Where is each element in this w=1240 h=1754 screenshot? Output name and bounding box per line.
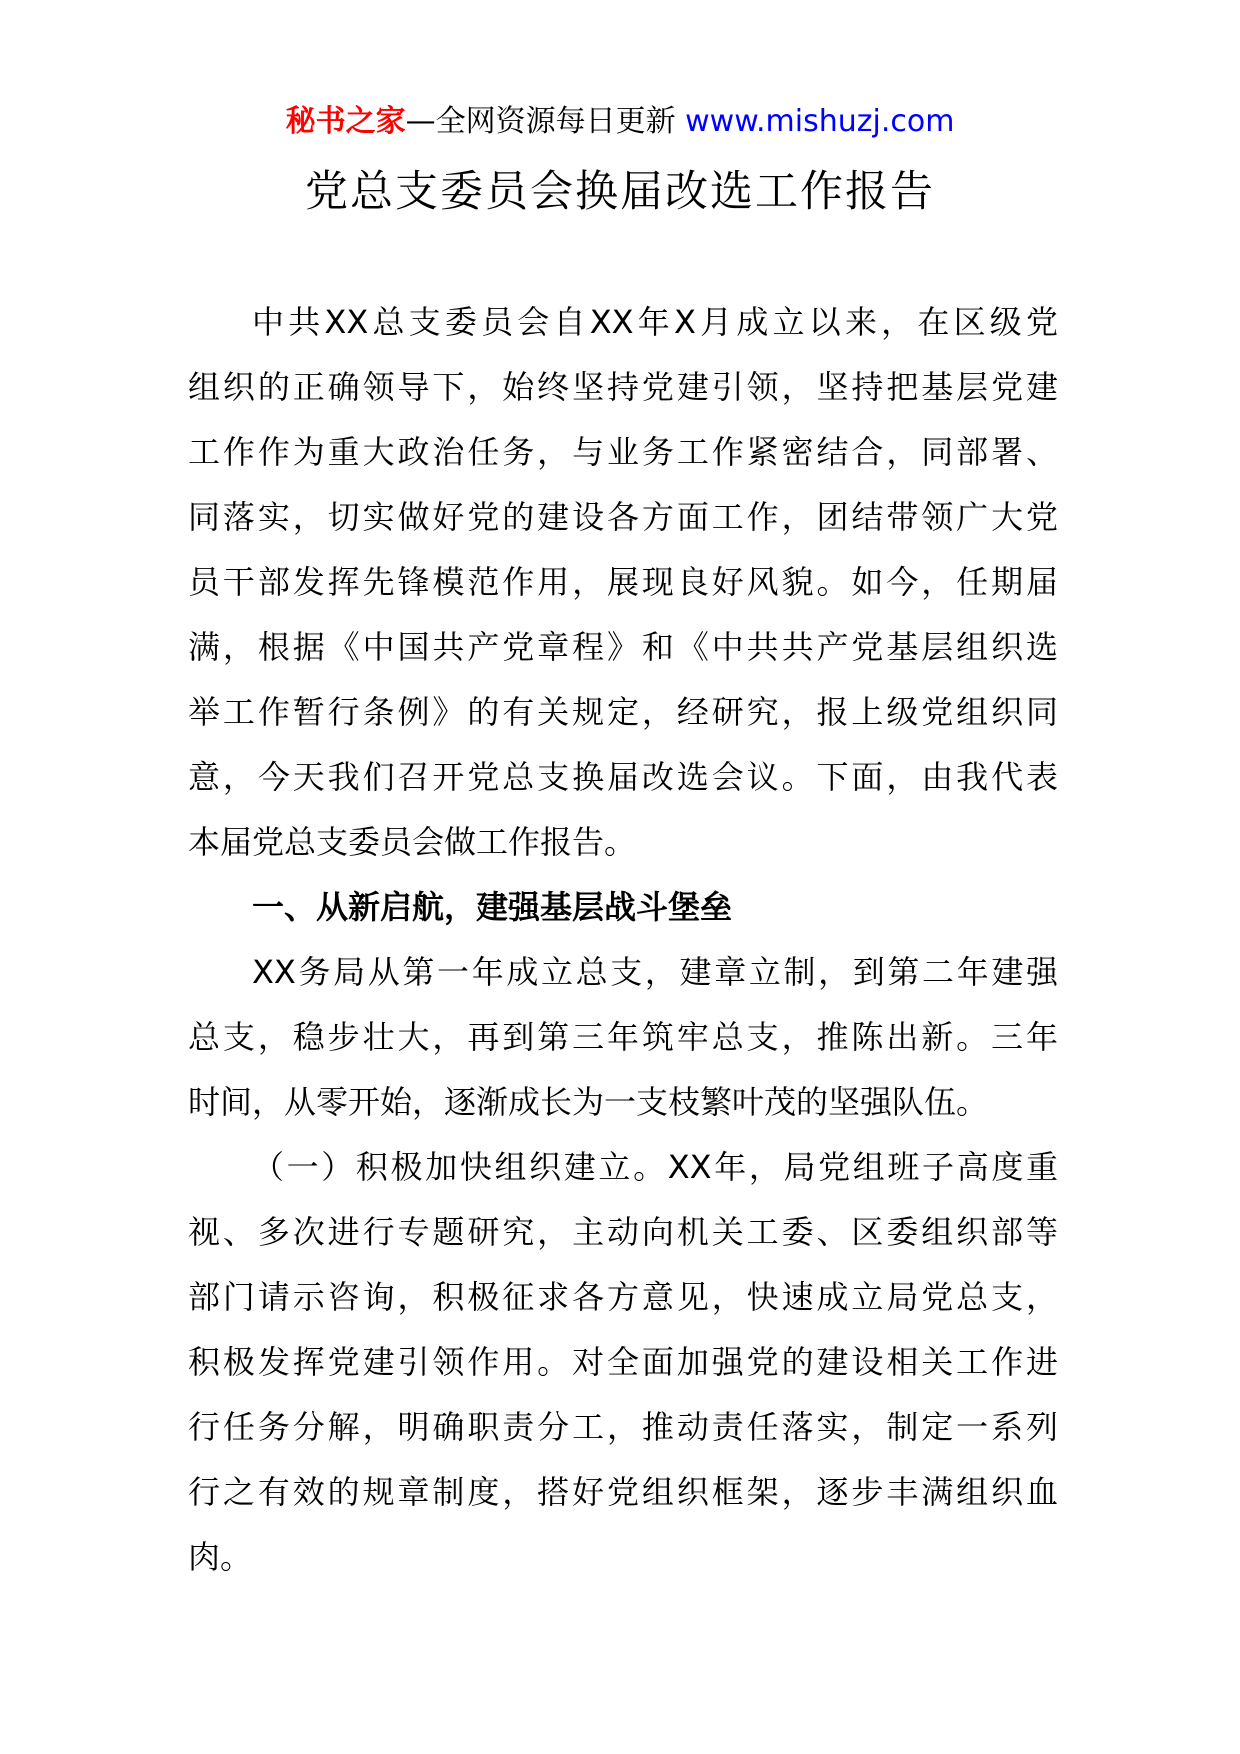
document-body (188, 290, 1058, 1590)
paragraph-line: （一）积极加快组织建立。XX年，局党组班子高度重 (252, 1148, 1058, 1186)
paragraph-line: 行任务分解，明确职责分工，推动责任落实，制定一系列 (188, 1408, 1058, 1446)
paragraph-line: 意，今天我们召开党总支换届改选会议。下面，由我代表 (188, 758, 1058, 796)
paragraph-line: 本届党总支委员会做工作报告。 (188, 823, 637, 861)
paragraph-line: 积极发挥党建引领作用。对全面加强党的建设相关工作进 (188, 1343, 1058, 1381)
paragraph-line: 肉。 (188, 1538, 253, 1576)
section-heading: 一、从新启航，建强基层战斗堡垒 (252, 888, 733, 926)
paragraph-line: 时间，从零开始，逐渐成长为一支枝繁叶茂的坚强队伍。 (188, 1083, 989, 1121)
paragraph-line: 举工作暂行条例》的有关规定，经研究，报上级党组织同 (188, 693, 1058, 731)
paragraph-line: 视、多次进行专题研究，主动向机关工委、区委组织部等 (188, 1213, 1058, 1251)
site-header (0, 102, 1240, 142)
paragraph-line: 工作作为重大政治任务，与业务工作紧密结合，同部署、 (188, 433, 1058, 471)
paragraph-line: 部门请示咨询，积极征求各方意见，快速成立局党总支， (188, 1278, 1058, 1316)
paragraph-line: XX务局从第一年成立总支，建章立制，到第二年建强 (252, 953, 1058, 991)
document-title: 党总支委员会换届改选工作报告 (305, 167, 935, 217)
header-tagline: —全网资源每日更新 (405, 104, 686, 139)
paragraph-line: 中共XX总支委员会自XX年X月成立以来，在区级党 (252, 303, 1058, 341)
paragraph-line: 行之有效的规章制度，搭好党组织框架，逐步丰满组织血 (188, 1473, 1058, 1511)
brand-name: 秘书之家 (285, 104, 406, 139)
site-url-link[interactable]: www.mishuzj.com (685, 104, 955, 139)
paragraph-line: 员干部发挥先锋模范作用，展现良好风貌。如今，任期届 (188, 563, 1058, 601)
paragraph-line: 同落实，切实做好党的建设各方面工作，团结带领广大党 (188, 498, 1058, 536)
paragraph-line: 满，根据《中国共产党章程》和《中共共产党基层组织选 (188, 628, 1058, 666)
paragraph-line: 总支，稳步壮大，再到第三年筑牢总支，推陈出新。三年 (188, 1018, 1058, 1056)
paragraph-line: 组织的正确领导下，始终坚持党建引领，坚持把基层党建 (188, 368, 1058, 406)
